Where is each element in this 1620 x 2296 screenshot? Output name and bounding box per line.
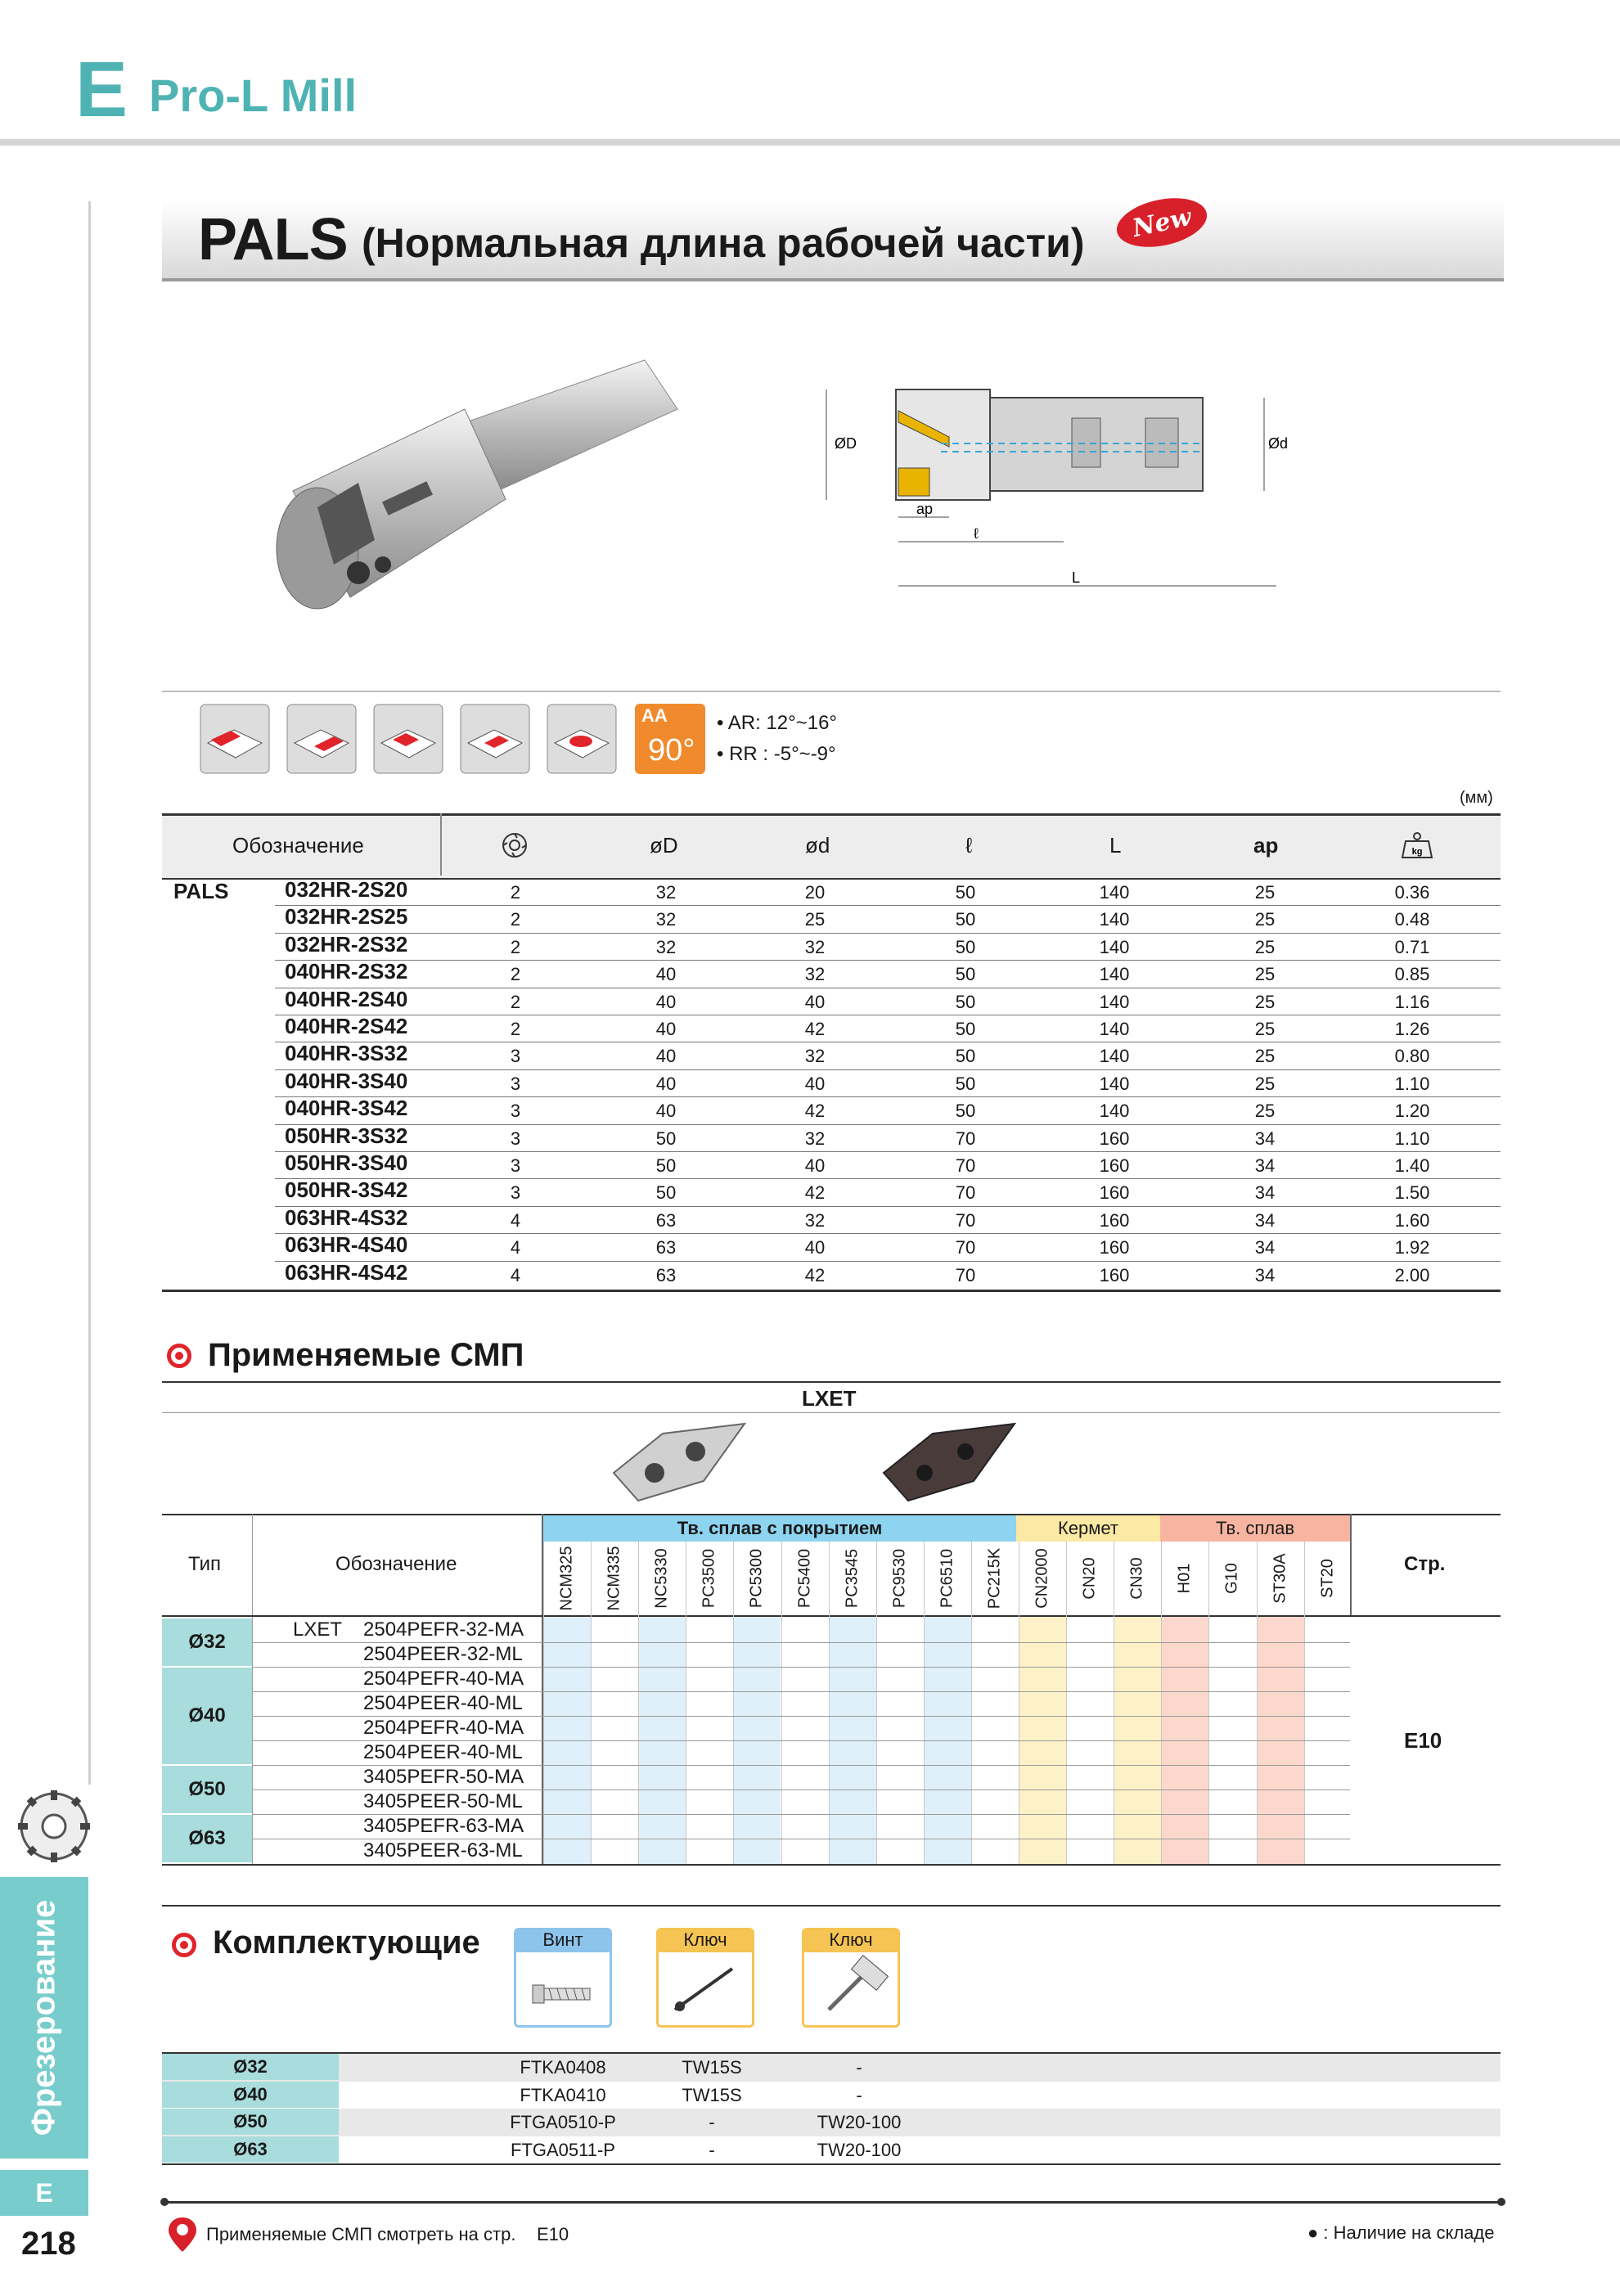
key1-label: Ключ xyxy=(656,1928,754,1952)
table-cell-d: 42 xyxy=(804,1101,826,1122)
table-cell-l: 50 xyxy=(955,1101,976,1122)
table-cell-L: 140 xyxy=(1099,1073,1130,1094)
header-rule xyxy=(0,139,1620,146)
table-cell-D: 50 xyxy=(655,1128,677,1149)
table-cell-d: 40 xyxy=(804,991,826,1012)
grade-column-line xyxy=(1257,1542,1258,1864)
table-cell-D: 32 xyxy=(655,909,677,930)
grade-name: PC3500 xyxy=(700,1548,718,1609)
insert-designation: 2504PEFR-40-MA xyxy=(363,1717,524,1739)
table-cell-kg: 1.26 xyxy=(1394,1019,1430,1039)
acc-table-bottom xyxy=(162,2163,1501,2165)
table-cell-L: 140 xyxy=(1099,936,1130,957)
accessory-key1: - xyxy=(709,2112,715,2132)
table-cell-ap: 25 xyxy=(1254,964,1276,985)
table-cell-d: 32 xyxy=(804,1209,826,1231)
insert-designation: 2504PEER-40-ML xyxy=(363,1741,523,1763)
footer-note-page[interactable]: E10 xyxy=(537,2224,569,2244)
table-cell-kg: 0.36 xyxy=(1394,882,1430,903)
table-row-line xyxy=(275,1151,1501,1152)
th-L: L xyxy=(1109,833,1122,858)
table-cell-L: 160 xyxy=(1099,1182,1130,1204)
table-row-line xyxy=(275,1206,1501,1207)
accessory-screw: FTKA0410 xyxy=(520,2084,606,2105)
table-row-line xyxy=(275,1069,1501,1070)
chapter-title: Pro-L Mill xyxy=(149,70,358,121)
sidebar-letter: E xyxy=(0,2170,88,2216)
table-cell-z: 4 xyxy=(510,1237,521,1258)
table-cell-z: 3 xyxy=(510,1128,521,1149)
grade-divider-1 xyxy=(252,1514,253,1864)
grade-name: CN2000 xyxy=(1033,1548,1051,1609)
main-table-bottom xyxy=(162,1290,1501,1292)
grade-name: CN30 xyxy=(1127,1557,1146,1600)
svg-text:kg: kg xyxy=(1411,847,1423,857)
table-cell-ap: 25 xyxy=(1254,909,1276,930)
grade-header xyxy=(1304,1542,1352,1615)
table-cell-d: 32 xyxy=(804,964,826,985)
table-cell-l: 70 xyxy=(955,1128,976,1149)
table-row-line xyxy=(275,1261,1501,1262)
accessory-key1: TW15S xyxy=(682,2057,742,2078)
table-cell-z: 2 xyxy=(510,1019,521,1039)
grade-column-line xyxy=(924,1542,925,1864)
grade-column-line xyxy=(638,1542,639,1864)
grade-header xyxy=(1257,1542,1304,1615)
inserts-rule xyxy=(162,1381,1501,1383)
svg-text:ap: ap xyxy=(916,501,934,517)
table-cell-d: 32 xyxy=(804,1046,826,1067)
table-cell-L: 140 xyxy=(1099,1046,1130,1067)
footer-rule xyxy=(162,2201,1504,2204)
accessory-screw: FTKA0408 xyxy=(520,2057,606,2078)
insert-page-ref: E10 xyxy=(1404,1728,1442,1753)
table-cell-l: 50 xyxy=(955,964,976,985)
th-designation: Обозначение xyxy=(232,833,364,858)
table-row-line xyxy=(275,1233,1501,1234)
grade-column-line xyxy=(1208,1542,1209,1864)
table-row-line xyxy=(275,905,1501,906)
table-cell-L: 160 xyxy=(1099,1237,1130,1258)
grade-header xyxy=(543,1542,591,1615)
table-cell-D: 32 xyxy=(655,882,677,903)
footer-note: Применяемые СМП смотреть на стр. xyxy=(206,2224,516,2244)
table-row-line xyxy=(275,933,1501,934)
table-cell-kg: 2.00 xyxy=(1394,1264,1430,1285)
table-cell-z: 3 xyxy=(510,1046,521,1067)
table-cell-l: 70 xyxy=(955,1155,976,1176)
grade-header xyxy=(1208,1542,1256,1615)
table-cell-l: 70 xyxy=(955,1237,976,1258)
table-cell-kg: 1.10 xyxy=(1394,1073,1430,1094)
key2-image xyxy=(802,1952,900,2028)
group-cermet: Кермет xyxy=(1016,1515,1160,1542)
weight-icon xyxy=(1401,831,1433,859)
diameter-group xyxy=(162,1618,252,1668)
table-cell-d: 40 xyxy=(804,1073,826,1094)
accessory-key1: TW15S xyxy=(682,2084,742,2105)
th-D: øD xyxy=(650,833,678,858)
table-cell-L: 160 xyxy=(1099,1264,1130,1285)
diameter-label: Ø32 xyxy=(188,1631,226,1653)
page-number: 218 xyxy=(21,2226,76,2262)
application-icon-pocket xyxy=(460,704,530,774)
new-badge xyxy=(1113,195,1211,250)
grade-header xyxy=(733,1542,781,1615)
grade-column-line xyxy=(781,1542,782,1864)
table-cell-code: 050HR-3S40 xyxy=(285,1150,408,1175)
grade-name: G10 xyxy=(1222,1563,1241,1594)
table-cell-code: 032HR-2S25 xyxy=(285,904,408,930)
table-cell-z: 4 xyxy=(510,1264,521,1285)
grade-column-line xyxy=(543,1542,544,1864)
application-icon-slot xyxy=(286,704,357,774)
accessory-key1: - xyxy=(709,2139,715,2160)
diameter-label: Ø50 xyxy=(188,1778,226,1800)
insert-name: LXET xyxy=(802,1386,857,1411)
svg-text:ØD: ØD xyxy=(835,435,857,452)
accessories-rule xyxy=(162,1905,1501,1907)
sidebar-section-label: Фрезерование xyxy=(25,1899,62,2136)
table-cell-kg: 0.48 xyxy=(1394,909,1430,930)
table-cell-ap: 25 xyxy=(1254,936,1276,957)
table-cell-D: 40 xyxy=(655,991,677,1012)
accessory-screw: FTGA0510-P xyxy=(510,2112,616,2132)
accessory-diameter: Ø63 xyxy=(162,2136,339,2163)
table-cell-kg: 1.16 xyxy=(1394,991,1430,1012)
grade-header xyxy=(591,1542,638,1615)
table-cell-L: 140 xyxy=(1099,909,1130,930)
table-cell-L: 160 xyxy=(1099,1128,1130,1149)
accessory-key2: TW20-100 xyxy=(817,2112,902,2132)
table-cell-ap: 34 xyxy=(1254,1209,1276,1231)
table-cell-code: 040HR-3S32 xyxy=(285,1041,408,1066)
table-cell-kg: 0.80 xyxy=(1394,1046,1430,1067)
screw-image xyxy=(514,1952,612,2028)
table-cell-z: 3 xyxy=(510,1101,521,1122)
technical-drawing xyxy=(818,365,1293,602)
accessories-title: Комплектующие xyxy=(213,1925,480,1961)
product-subtitle: (Нормальная длина рабочей части) xyxy=(362,220,1085,266)
grade-column-line xyxy=(1161,1542,1162,1864)
table-row-line xyxy=(275,1124,1501,1125)
table-cell-code: 032HR-2S20 xyxy=(285,877,408,902)
table-cell-ap: 25 xyxy=(1254,1046,1276,1067)
grade-name: PC5300 xyxy=(747,1548,766,1609)
diameter-group xyxy=(162,1668,252,1766)
grade-header xyxy=(1114,1542,1161,1615)
table-cell-ap: 25 xyxy=(1254,991,1276,1012)
grade-table-bottom xyxy=(162,1864,1501,1866)
table-cell-kg: 1.20 xyxy=(1394,1101,1430,1122)
section-bullet-icon-2 xyxy=(172,1933,196,1957)
application-icon-step xyxy=(373,704,443,774)
table-cell-code: 050HR-3S42 xyxy=(285,1177,408,1203)
insert-images xyxy=(605,1416,1031,1514)
table-cell-D: 63 xyxy=(655,1209,677,1231)
insert-designation: 3405PEER-50-ML xyxy=(363,1790,523,1812)
radial-rake: • RR : -5°~-9° xyxy=(717,743,836,765)
table-cell-z: 2 xyxy=(510,882,521,903)
table-cell-kg: 1.50 xyxy=(1394,1182,1430,1204)
table-cell-l: 50 xyxy=(955,909,976,930)
table-cell-L: 160 xyxy=(1099,1155,1130,1176)
table-cell-d: 25 xyxy=(804,909,826,930)
table-cell-l: 70 xyxy=(955,1209,976,1231)
diameter-label: Ø40 xyxy=(188,1704,226,1727)
table-cell-code: 040HR-2S40 xyxy=(285,986,408,1011)
grade-name: CN20 xyxy=(1080,1557,1099,1600)
grade-column-line xyxy=(876,1542,877,1864)
table-cell-l: 50 xyxy=(955,991,976,1012)
grade-header xyxy=(1019,1542,1066,1615)
table-cell-D: 63 xyxy=(655,1264,677,1285)
table-cell-d: 32 xyxy=(804,1128,826,1149)
table-cell-L: 140 xyxy=(1099,1019,1130,1039)
table-cell-z: 4 xyxy=(510,1209,521,1231)
table-cell-kg: 0.71 xyxy=(1394,936,1430,957)
application-icon-plunge xyxy=(547,704,617,774)
milling-cutter-icon xyxy=(16,1789,92,1864)
grade-header xyxy=(924,1542,971,1615)
grade-column-line xyxy=(591,1542,592,1864)
grade-name: NCM325 xyxy=(557,1546,576,1611)
unit-label: (мм) xyxy=(1460,789,1493,807)
grade-name: NCM335 xyxy=(605,1546,623,1611)
grade-header xyxy=(876,1542,924,1615)
series-label: PALS xyxy=(173,879,229,903)
table-cell-code: 040HR-3S42 xyxy=(285,1096,408,1121)
col-type: Тип xyxy=(188,1553,222,1575)
table-cell-ap: 25 xyxy=(1254,1073,1276,1094)
th-d: ød xyxy=(805,833,830,858)
table-cell-ap: 34 xyxy=(1254,1182,1276,1204)
table-cell-ap: 34 xyxy=(1254,1128,1276,1149)
table-cell-l: 50 xyxy=(955,936,976,957)
inserts-title: Применяемые СМП xyxy=(208,1337,524,1373)
footer-rule-dot-left xyxy=(160,2198,169,2206)
diameter-group xyxy=(162,1766,252,1815)
table-cell-d: 42 xyxy=(804,1182,826,1204)
col-page: Стр. xyxy=(1404,1553,1446,1575)
feature-rule-top xyxy=(162,691,1501,692)
insert-designation: 2504PEER-40-ML xyxy=(363,1692,523,1714)
th-l: ℓ xyxy=(965,833,973,858)
table-cell-z: 3 xyxy=(510,1182,521,1204)
table-cell-code: 032HR-2S32 xyxy=(285,931,408,957)
table-cell-code: 040HR-3S40 xyxy=(285,1068,408,1093)
svg-text:Ød: Ød xyxy=(1268,435,1289,452)
diameter-label: Ø63 xyxy=(188,1827,226,1849)
key1-image xyxy=(656,1952,754,2028)
sidebar-line xyxy=(88,201,91,1785)
group-carbide: Тв. сплав xyxy=(1160,1515,1350,1542)
table-cell-ap: 34 xyxy=(1254,1237,1276,1258)
table-cell-ap: 34 xyxy=(1254,1155,1276,1176)
table-cell-D: 50 xyxy=(655,1182,677,1204)
grade-header xyxy=(1161,1542,1208,1615)
insert-designation: 2504PEER-32-ML xyxy=(363,1643,523,1665)
table-cell-l: 70 xyxy=(955,1182,976,1204)
table-cell-kg: 1.60 xyxy=(1394,1209,1430,1231)
table-cell-kg: 1.10 xyxy=(1394,1128,1430,1149)
table-cell-ap: 25 xyxy=(1254,1019,1276,1039)
table-row-line xyxy=(275,960,1501,961)
table-cell-kg: 1.92 xyxy=(1394,1237,1430,1258)
section-bullet-icon xyxy=(167,1344,191,1368)
table-cell-z: 2 xyxy=(510,936,521,957)
grade-column-line xyxy=(733,1542,734,1864)
table-cell-d: 42 xyxy=(804,1264,826,1285)
table-cell-d: 40 xyxy=(804,1237,826,1258)
table-cell-code: 063HR-4S40 xyxy=(285,1232,408,1258)
table-row-line xyxy=(275,1178,1501,1179)
approach-angle-badge: AA 90° xyxy=(635,704,705,774)
grade-name: NC5330 xyxy=(652,1548,671,1609)
grade-name: ST20 xyxy=(1318,1559,1337,1598)
table-cell-z: 3 xyxy=(510,1155,521,1176)
th-ap: ap xyxy=(1253,833,1279,858)
table-cell-D: 40 xyxy=(655,1019,677,1039)
table-cell-ap: 25 xyxy=(1254,1101,1276,1122)
grade-header xyxy=(1066,1542,1114,1615)
grade-name: PC215K xyxy=(985,1547,1004,1609)
table-cell-l: 70 xyxy=(955,1264,976,1285)
table-row-line xyxy=(275,1096,1501,1097)
pointer-icon xyxy=(167,2216,198,2253)
table-cell-L: 140 xyxy=(1099,991,1130,1012)
table-cell-d: 20 xyxy=(804,882,826,903)
table-cell-l: 50 xyxy=(955,882,976,903)
table-cell-kg: 1.40 xyxy=(1394,1155,1430,1176)
product-name: PALS xyxy=(198,207,348,272)
insert-designation: 2504PEFR-40-MA xyxy=(363,1668,524,1690)
chapter-letter: E xyxy=(75,46,128,133)
insert-designation: 3405PEER-63-ML xyxy=(363,1839,523,1862)
svg-text:ℓ: ℓ xyxy=(974,525,979,542)
table-cell-ap: 25 xyxy=(1254,882,1276,903)
grade-name: PC3545 xyxy=(843,1548,862,1609)
table-cell-D: 40 xyxy=(655,1046,677,1067)
table-cell-code: 050HR-3S32 xyxy=(285,1123,408,1148)
table-cell-D: 40 xyxy=(655,1073,677,1094)
grade-column-line xyxy=(1304,1542,1305,1864)
application-icon-shoulder xyxy=(200,704,270,774)
grade-name: PC6510 xyxy=(938,1548,956,1609)
accessory-key2: TW20-100 xyxy=(817,2139,902,2160)
table-cell-code: 063HR-4S32 xyxy=(285,1204,408,1230)
table-cell-kg: 0.85 xyxy=(1394,964,1430,985)
svg-text:L: L xyxy=(1072,569,1081,586)
insert-name-rule xyxy=(162,1412,1501,1413)
table-cell-code: 040HR-2S32 xyxy=(285,959,408,984)
table-cell-code: 040HR-2S42 xyxy=(285,1014,408,1038)
table-cell-l: 50 xyxy=(955,1046,976,1067)
table-cell-L: 140 xyxy=(1099,882,1130,903)
tool-photo xyxy=(260,352,686,630)
footer-rule-dot-right xyxy=(1497,2198,1505,2206)
flutes-icon xyxy=(501,831,529,859)
grade-header xyxy=(781,1542,829,1615)
accessory-key2: - xyxy=(856,2084,862,2105)
accessory-key2: - xyxy=(856,2057,862,2078)
grade-name: ST30A xyxy=(1271,1553,1289,1604)
table-cell-z: 3 xyxy=(510,1073,521,1094)
group-coated: Тв. сплав с покрытием xyxy=(543,1515,1016,1542)
table-cell-L: 140 xyxy=(1099,964,1130,985)
table-cell-D: 40 xyxy=(655,1101,677,1122)
diameter-group xyxy=(162,1815,252,1864)
accessory-diameter: Ø40 xyxy=(162,2082,339,2108)
insert-prefix: LXET xyxy=(293,1618,343,1641)
insert-designation: 2504PEFR-32-MA xyxy=(363,1618,524,1641)
table-cell-D: 63 xyxy=(655,1237,677,1258)
grade-header xyxy=(686,1542,733,1615)
table-cell-ap: 34 xyxy=(1254,1264,1276,1285)
accessory-diameter: Ø32 xyxy=(162,2054,339,2080)
table-cell-l: 50 xyxy=(955,1019,976,1039)
accessory-diameter: Ø50 xyxy=(162,2109,339,2135)
axial-rake: • AR: 12°~16° xyxy=(717,712,838,734)
table-cell-L: 160 xyxy=(1099,1209,1130,1231)
table-cell-L: 140 xyxy=(1099,1101,1130,1122)
table-cell-d: 32 xyxy=(804,936,826,957)
footer-stock-note: ● : Наличие на складе xyxy=(1307,2222,1495,2243)
grade-column-line xyxy=(1066,1542,1067,1864)
table-cell-l: 50 xyxy=(955,1073,976,1094)
grade-header xyxy=(638,1542,686,1615)
grade-header xyxy=(829,1542,876,1615)
header-divider xyxy=(440,813,442,876)
grade-name: PC9530 xyxy=(890,1548,909,1609)
screw-label: Винт xyxy=(514,1928,612,1952)
accessory-screw: FTGA0511-P xyxy=(511,2139,615,2160)
table-cell-code: 063HR-4S42 xyxy=(285,1259,408,1285)
grade-name: PC5400 xyxy=(795,1548,814,1609)
insert-designation: 3405PEFR-63-MA xyxy=(363,1815,524,1837)
grade-header xyxy=(971,1542,1019,1615)
table-cell-D: 40 xyxy=(655,964,677,985)
col-designation: Обозначение xyxy=(335,1553,457,1575)
table-cell-z: 2 xyxy=(510,909,521,930)
table-cell-z: 2 xyxy=(510,991,521,1012)
table-cell-D: 50 xyxy=(655,1155,677,1176)
table-cell-d: 42 xyxy=(804,1019,826,1039)
key2-label: Ключ xyxy=(802,1928,900,1952)
table-cell-z: 2 xyxy=(510,964,521,985)
grade-column-line xyxy=(829,1542,830,1864)
grade-name: H01 xyxy=(1175,1563,1194,1594)
grade-column-line xyxy=(971,1542,972,1864)
table-cell-D: 32 xyxy=(655,936,677,957)
table-cell-d: 40 xyxy=(804,1155,826,1176)
insert-designation: 3405PEFR-50-MA xyxy=(363,1766,524,1788)
svg-text:New: New xyxy=(1130,202,1195,244)
